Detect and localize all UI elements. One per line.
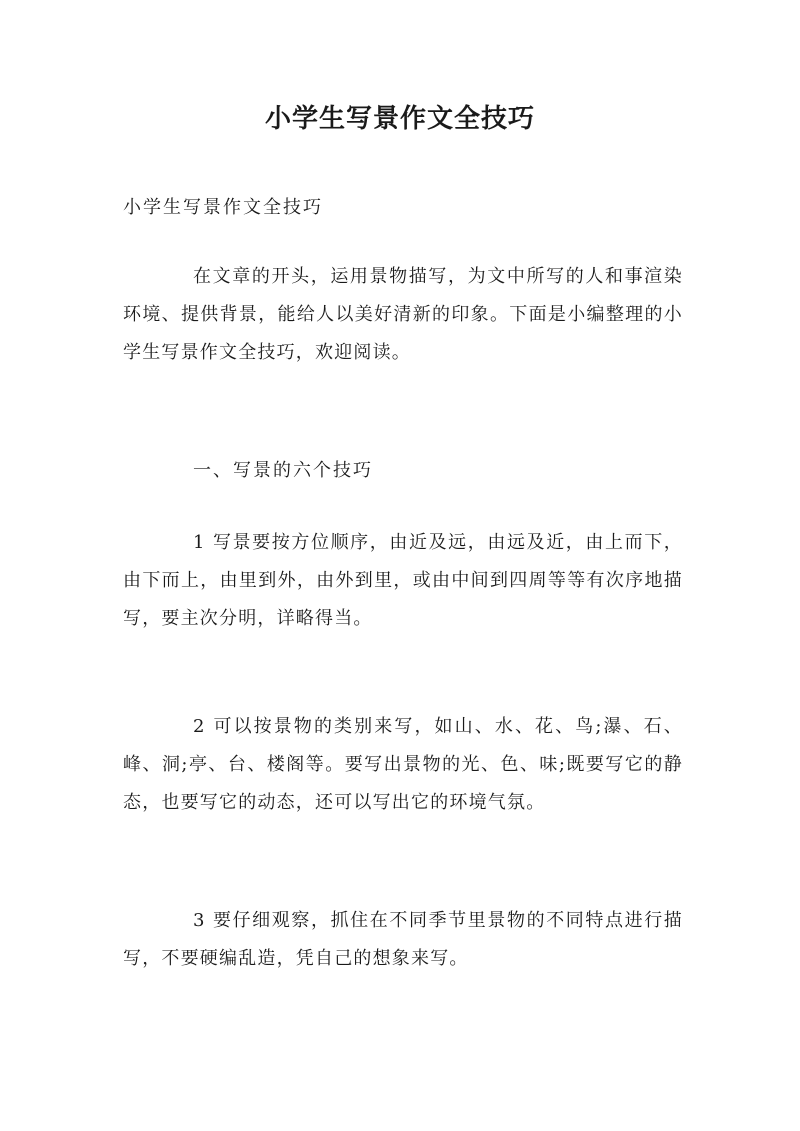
tip-paragraph-2: 2 可以按景物的类别来写，如山、水、花、鸟;瀑、石、峰、洞;亭、台、楼阁等。要写出景物的光、色、味;既要写它的静态，也要写它的动态，还可以写出它的环境气氛。	[123, 716, 683, 813]
document-subtitle: 小学生写景作文全技巧	[123, 197, 323, 218]
tip-paragraph-1: 1 写景要按方位顺序，由近及远，由远及近，由上而下，由下而上，由里到外，由外到里，或由中间到四周等等有次序地描写，要主次分明，详略得当。	[123, 532, 683, 629]
document-title: 小学生写景作文全技巧	[264, 104, 535, 134]
section-heading: 一、写景的六个技巧	[193, 460, 373, 481]
tip-paragraph-3: 3 要仔细观察，抓住在不同季节里景物的不同特点进行描写，不要硬编乱造，凭自己的想象来写。	[123, 910, 683, 969]
intro-paragraph: 在文章的开头，运用景物描写，为文中所写的人和事渲染环境、提供背景，能给人以美好清新的印象。下面是小编整理的小学生写景作文全技巧，欢迎阅读。	[123, 266, 683, 363]
